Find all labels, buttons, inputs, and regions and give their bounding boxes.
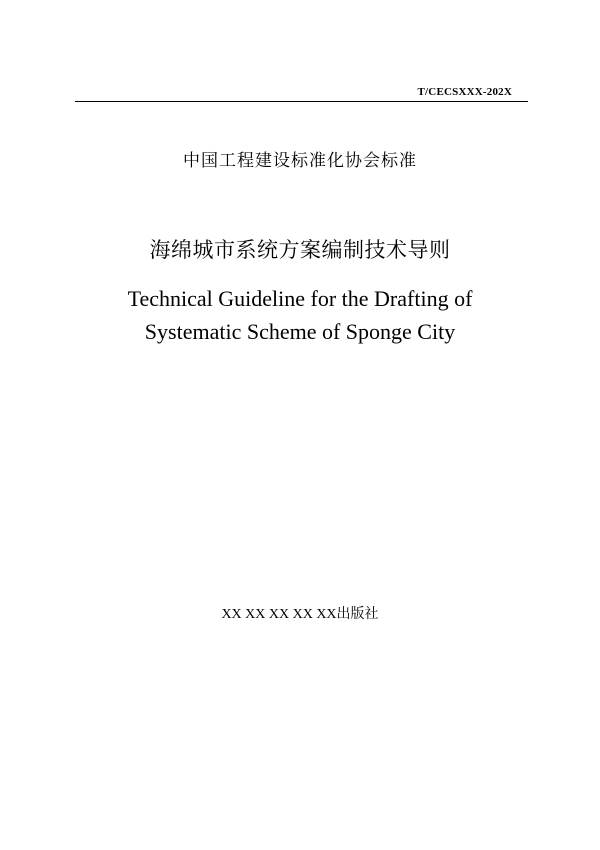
association-title: 中国工程建设标准化协会标准 — [183, 151, 417, 171]
standard-code: T/CECSXXX-202X — [417, 86, 512, 98]
document-title-english — [0, 282, 600, 348]
english-title-line-2: Systematic Scheme of Sponge City — [144, 319, 456, 344]
english-title-line-1: Technical Guideline for the Drafting of — [127, 286, 473, 311]
header-divider — [75, 101, 528, 102]
publisher-name: XX XX XX XX XX出版社 — [221, 607, 379, 622]
document-title-chinese: 海绵城市系统方案编制技术导则 — [149, 238, 451, 262]
